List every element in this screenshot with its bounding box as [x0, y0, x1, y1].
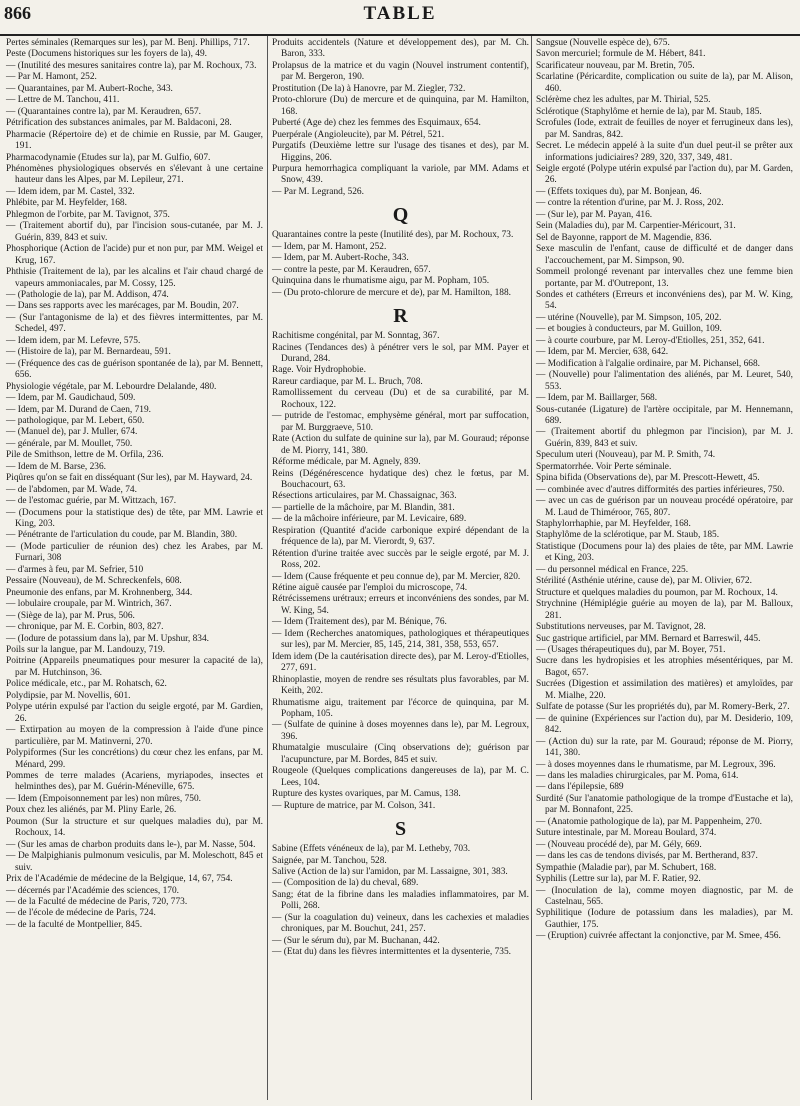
index-entry: Rate (Action du sulfate de quinine sur la), par M. Gouraud; réponse de M. Piorry, 141, 380. — [272, 434, 529, 456]
index-entry: Rupture des kystes ovariques, par M. Camus, 138. — [272, 789, 461, 800]
r-entries — [272, 331, 529, 812]
index-entry: Polydipsie, par M. Novellis, 601. — [6, 690, 131, 701]
index-entry: Sucre dans les hydropisies et les atrophies mésentériques, par M. Bagot, 657. — [536, 656, 793, 678]
index-entry: — dans les cas de tendons divisés, par M. Bertherand, 837. — [536, 851, 758, 862]
index-entry: Phthisie (Traitement de la), par les alcalins et l'air chaud chargé de vapeurs ammoniacales, par M. Cossy, 125. — [6, 267, 263, 289]
index-entry: Sclérotique (Staphylôme et hernie de la), par M. Staub, 185. — [536, 106, 762, 117]
index-entry: Pharmacodynamie (Etudes sur la), par M. Gulfio, 607. — [6, 152, 211, 163]
column-divider — [267, 36, 268, 1100]
index-entry: Ramollissement du cerveau (Du) et de sa curabilité, par M. Rochoux, 122. — [272, 388, 529, 410]
index-entry: Réforme médicale, par M. Agnely, 839. — [272, 457, 421, 468]
index-entry: — partielle de la mâchoire, par M. Blandin, 381. — [272, 502, 455, 513]
index-entry: — de l'estomac guérie, par M. Wittzach, 167. — [6, 496, 177, 507]
index-entry: Staphylôme de la sclérotique, par M. Staub, 185. — [536, 530, 720, 541]
index-entry: — (Effets toxiques du), par M. Bonjean, 46. — [536, 186, 702, 197]
index-entry: Peste (Documens historiques sur les foyers de la), 49. — [6, 49, 207, 60]
index-entry: — (Inutilité des mesures sanitaires contre la), par M. Rochoux, 73. — [6, 60, 257, 71]
index-entry: — (Histoire de la), par M. Bernardeau, 591. — [6, 347, 171, 358]
index-entry: — Par M. Legrand, 526. — [272, 186, 364, 197]
index-entry: Speculum uteri (Nouveau), par M. P. Smith, 74. — [536, 450, 716, 461]
index-entry: Rhinoplastie, moyen de rendre ses résultats plus favorables, par M. Keith, 202. — [272, 674, 529, 697]
index-entry: Stérilité (Asthénie utérine, cause de), par M. Olivier, 672. — [536, 576, 752, 587]
index-entry: Quarantaines contre la peste (Inutilité des), par M. Rochoux, 73. — [272, 230, 514, 241]
index-entry: — Idem, par M. Mercier, 638, 642. — [536, 347, 669, 358]
index-entry: Prix de l'Académie de médecine de la Belgique, 14, 67, 754. — [6, 874, 233, 885]
index-entry: Substitutions nerveuses, par M. Tavignot, 28. — [536, 622, 706, 633]
index-entry: — Idem, par M. Aubert-Roche, 343. — [272, 253, 409, 264]
index-entry: Spermatorrhée. Voir Perte séminale. — [536, 461, 672, 472]
s-entries — [272, 844, 529, 959]
index-entry: — contre la peste, par M. Keraudren, 657. — [272, 264, 431, 275]
index-entry: — (Fréquence des cas de guérison spontanée de la), par M. Bennett, 656. — [6, 358, 263, 381]
index-entry: Salive (Action de la) sur l'amidon, par M. Lassaigne, 301, 383. — [272, 867, 508, 877]
index-entry: Phlegmon de l'orbite, par M. Tavignot, 375. — [6, 209, 170, 220]
page-header — [0, 0, 800, 36]
index-entry: — Rupture de matrice, par M. Colson, 341. — [272, 800, 436, 811]
index-entry: Police médicale, etc., par M. Rohatsch, 62. — [6, 679, 167, 690]
index-entry: — de la mâchoire inférieure, par M. Levicaire, 689. — [272, 514, 467, 525]
index-entry: Scarificateur nouveau, par M. Bretin, 705. — [536, 60, 695, 71]
index-entry: — (Du proto-chlorure de mercure et de), par M. Hamilton, 188. — [272, 287, 511, 298]
index-entry: — (Sulfate de quinine à doses moyennes dans le), par M. Legroux, 396. — [272, 720, 529, 742]
index-entry: — Idem, par M. Gaudichaud, 509. — [6, 393, 136, 404]
index-entry: Rareur cardiaque, par M. L. Bruch, 708. — [272, 376, 423, 387]
index-entry: — (Etat du) dans les fièvres intermittentes et la dysenterie, 735. — [272, 947, 511, 958]
index-entry: Poux chez les aliénés, par M. Pliny Earle, 26. — [6, 805, 177, 816]
index-entry: — à doses moyennes dans le rhumatisme, par M. Legroux, 396. — [536, 759, 776, 770]
index-entry: Piqûres qu'on se fait en disséquant (Sur les), par M. Hayward, 24. — [6, 473, 253, 484]
index-column-3 — [536, 38, 793, 943]
index-entry: — dans les maladies chirurgicales, par M. Poma, 614. — [536, 771, 739, 781]
index-entry: — Idem (Empoisonnement par les) non mûres, 750. — [6, 793, 202, 804]
index-column-1 — [6, 38, 263, 931]
index-entry: Seigle ergoté (Polype utérin expulsé par l'action du), par M. Garden, 26. — [536, 163, 793, 186]
index-entry: — Quarantaines, par M. Aubert-Roche, 343. — [6, 83, 173, 94]
index-entry: — (Nouvelle) pour l'alimentation des aliénés, par M. Leuret, 540, 553. — [536, 370, 793, 392]
index-entry: — Modification à l'algalie ordinaire, par M. Pichansel, 668. — [536, 358, 761, 369]
index-entry: — à courte courbure, par M. Leroy-d'Etiolles, 251, 352, 641. — [536, 335, 765, 346]
index-entry: — Par M. Hamont, 252. — [6, 72, 97, 83]
index-entry: — (Composition de la) du cheval, 689. — [272, 878, 419, 889]
index-entry: Sous-cutanée (Ligature) de l'artère occipitale, par M. Hennemann, 689. — [536, 404, 793, 426]
index-entry: Phlébite, par M. Heyfelder, 168. — [6, 198, 127, 209]
index-entry: Sommeil prolongé revenant par intervalles chez une femme bien portante, par M. d'Outrepont, 13. — [536, 267, 793, 289]
index-entry: Prostitution (De la) à Hanovre, par M. Ziegler, 732. — [272, 83, 466, 94]
index-entry: — générale, par M. Moullet, 750. — [6, 438, 133, 449]
index-entry: — (Sur le), par M. Payan, 416. — [536, 209, 653, 220]
index-entry: — putride de l'estomac, emphysème général, mort par suffocation, par M. Burggraeve, 510. — [272, 411, 529, 433]
index-entry: Scarlatine (Péricardite, complication ou suite de la), par M. Alison, 460. — [536, 72, 793, 94]
page-title: TABLE — [363, 3, 437, 24]
index-entry: Sel de Bayonne, rapport de M. Magendie, 836. — [536, 232, 712, 243]
index-entry: Résections articulaires, par M. Chassaignac, 363. — [272, 491, 457, 502]
index-entry: — Idem idem, par M. Castel, 332. — [6, 186, 135, 197]
index-entry: Statistique (Documens pour la) des plaies de tête, par MM. Lawrie et King, 203. — [536, 541, 793, 564]
index-entry: Phosphorique (Action de l'acide) pur et non pur, par MM. Weigel et Krug, 167. — [6, 244, 263, 266]
index-entry: Rhumatalgie musculaire (Cinq observations de); guérison par l'acupuncture, par M. Bordes, 845 et suiv. — [272, 743, 529, 765]
q-entries — [272, 230, 529, 299]
index-entry: — d'armes à feu, par M. Sefrier, 510 — [6, 564, 144, 575]
index-entry: — combinée avec d'autres difformités des parties inférieures, 750. — [536, 484, 785, 495]
column-divider — [531, 36, 532, 1100]
section-heading-s: S — [394, 818, 407, 841]
index-entry: Rétrécissemens urétraux; erreurs et inconvéniens des sondes, par M. W. King, 54. — [272, 594, 529, 616]
index-entry: Suture intestinale, par M. Moreau Boulard, 374. — [536, 828, 717, 839]
index-entry: Racines (Tendances des) à pénétrer vers le sol, par MM. Payer et Durand, 284. — [272, 342, 529, 364]
index-entry: — de la faculté de Montpellier, 845. — [6, 919, 143, 930]
index-entry: — Idem idem, par M. Lefevre, 575. — [6, 335, 141, 346]
index-entry: — Extirpation au moyen de la compression à l'aide d'une pince particulière, par M. Matinverni, 270. — [6, 725, 263, 747]
index-entry: Sulfate de potasse (Sur les propriétés du), par M. Romery-Berk, 27. — [536, 702, 790, 713]
index-column-2 — [272, 38, 529, 959]
index-entry: — Idem de M. Barse, 236. — [6, 461, 106, 472]
index-entry: Rougeole (Quelques complications dangereuses de la), par M. C. Lees, 104. — [272, 766, 529, 788]
index-entry: — utérine (Nouvelle), par M. Simpson, 105, 202. — [536, 312, 722, 323]
index-entry: — (Eruption) cuivrée affectant la conjonctive, par M. Smee, 456. — [536, 931, 781, 942]
index-entry: — (Siège de la), par M. Prus, 506. — [6, 610, 135, 621]
index-entry: Purgatifs (Deuxième lettre sur l'usage des tisanes et des), par M. Higgins, 206. — [272, 141, 529, 163]
index-entry: — Idem, par M. Hamont, 252. — [272, 241, 387, 252]
index-entry: Puberté (Age de) chez les femmes des Esquimaux, 654. — [272, 118, 481, 129]
index-entry: — de quinine (Expériences sur l'action du), par M. Desiderio, 109, 842. — [536, 713, 793, 736]
index-entry: Rhumatisme aigu, traitement par l'écorce de quinquina, par M. Popham, 105. — [272, 697, 529, 720]
index-entry: — avec un cas de guérison par un nouveau procédé opératoire, par M. Laud de Thiméroor, 765, 807. — [536, 496, 793, 518]
section-heading-r: R — [393, 305, 408, 328]
index-entry: — (Pathologie de la), par M. Addison, 474. — [6, 289, 169, 300]
index-entry: Polype utérin expulsé par l'action du seigle ergoté, par M. Gardien, 26. — [6, 702, 263, 724]
index-entry: — (Traitement abortif du), par l'incision sous-cutanée, par M. J. Guérin, 839, 843 et suiv. — [6, 221, 263, 243]
index-entry: — décernés par l'Académie des sciences, 170. — [6, 885, 179, 896]
index-entry: Sexe masculin de l'enfant, cause de difficulté et de danger dans l'accouchement, par M. Simpson, 90. — [536, 244, 793, 266]
page-number: 866 — [4, 3, 31, 23]
section-heading-q: Q — [392, 204, 409, 227]
index-entry: Prolapsus de la matrice et du vagin (Nouvel instrument contentif), par M. Bergeron, 190. — [272, 60, 529, 83]
index-entry: — (Nouveau procédé de), par M. Gély, 669. — [536, 839, 702, 850]
index-entry: — (Sur le sérum du), par M. Buchanan, 442. — [272, 935, 440, 946]
index-entry: Pétrification des substances animales, par M. Baldaconi, 28. — [6, 118, 232, 129]
index-entry: Pommes de terre malades (Acariens, myriapodes, insectes et helminthes des), par M. Guérin-Méneville, 675. — [6, 771, 263, 793]
index-entry: Pertes séminales (Remarques sur les), par M. Benj. Phillips, 717. — [6, 38, 250, 48]
index-entry: — (Sur la coagulation du) veineux, dans les cachexies et maladies chroniques, par M. Bouchut, 241, 257. — [272, 912, 529, 935]
index-entry: Poils sur la langue, par M. Landouzy, 719. — [6, 645, 165, 656]
index-entry: Rachitisme congénital, par M. Sonntag, 367. — [272, 331, 440, 342]
index-entry: — de l'école de médecine de Paris, 724. — [6, 908, 156, 919]
index-entry: — Idem, par M. Durand de Caen, 719. — [6, 404, 152, 415]
index-entry: — Lettre de M. Tanchou, 411. — [6, 95, 120, 106]
index-entry: — (Mode particulier de réunion des) chez les Arabes, par M. Furnari, 308 — [6, 541, 263, 564]
index-entry: — (Sur les amas de charbon produits dans le-), par M. Nasse, 504. — [6, 839, 256, 850]
index-entry: Savon mercuriel; formule de M. Hébert, 841. — [536, 49, 706, 60]
index-entry: — Idem (Cause fréquente et peu connue de), par M. Mercier, 820. — [272, 571, 521, 582]
index-entry: — (Sur l'antagonisme de la) et des fièvres intermittentes, par M. Schedel, 497. — [6, 312, 263, 335]
index-entry: — Idem (Traitement des), par M. Bénique, 76. — [272, 617, 447, 628]
index-entry: Reins (Dégénérescence hydatique des) chez le fœtus, par M. Bouchacourt, 63. — [272, 468, 529, 490]
index-entry: Scrofules (Iode, extrait de feuilles de noyer et ferrugineux dans les), par M. Sandras, 842. — [536, 118, 793, 140]
index-entry: — (Manuel de), par J. Muller, 674. — [6, 427, 138, 438]
index-entry: Respiration (Quantité d'acide carbonique expiré dépendant de la fréquence de la), par M. Vierordt, 9, 637. — [272, 525, 529, 548]
index-entry: Structure et quelques maladies du poumon, par M. Rochoux, 14. — [536, 587, 778, 598]
index-entry: — (Action du) sur la rate, par M. Gouraud; réponse de M. Piorry, 141, 380. — [536, 736, 793, 759]
index-entry: — (Inoculation de la), comme moyen diagnostic, par M. de Castelnau, 565. — [536, 885, 793, 907]
index-entry: Sangsue (Nouvelle espèce de), 675. — [536, 38, 670, 48]
index-entry: Sang; état de la fibrine dans les maladies inflammatoires, par M. Polli, 268. — [272, 889, 529, 912]
index-entry: — Idem (Recherches anatomiques, pathologiques et thérapeutiques sur les), par M. Mercier, 85, 145, 214, 381, 358, 553, 657. — [272, 628, 529, 651]
index-entry: Sclérème chez les adultes, par M. Thirial, 525. — [536, 95, 711, 106]
index-entry: Pessaire (Nouveau), de M. Schreckenfels, 608. — [6, 576, 182, 587]
index-entry: — (Usages thérapeutiques du), par M. Boyer, 751. — [536, 645, 726, 656]
index-entry: Rage. Voir Hydrophobie. — [272, 365, 366, 376]
index-entry: Sucrées (Digestion et assimilation des matières) et amyloïdes, par M. Mialhe, 220. — [536, 679, 793, 701]
index-entry: Phénomènes physiologiques observés en s'élevant à une certaine hauteur dans les Alpes, par M. Lepileur, 271. — [6, 163, 263, 186]
index-entry: Strychnine (Hémiplégie guérie au moyen de la), par M. Balloux, 281. — [536, 599, 793, 621]
index-entry: Pneumonie des enfans, par M. Krohnenberg, 344. — [6, 587, 193, 598]
index-entry: Idem idem (De la cautérisation directe des), par M. Leroy-d'Etiolles, 277, 691. — [272, 651, 529, 674]
index-entry: — lobulaire croupale, par M. Wintrich, 367. — [6, 599, 172, 610]
index-entry: Sondes et cathéters (Erreurs et inconvéniens des), par M. W. King, 54. — [536, 289, 793, 312]
index-entry: — (Quarantaines contre la), par M. Keraudren, 657. — [6, 106, 201, 117]
index-entry: — et bougies à conducteurs, par M. Guillon, 109. — [536, 324, 722, 335]
index-entry: Rétention d'urine traitée avec succès par le seigle ergoté, par M. J. Ross, 202. — [272, 548, 529, 571]
index-entry: Rétine aiguë causée par l'emploi du microscope, 74. — [272, 583, 468, 594]
index-entry: — (Documens pour la statistique des) de tête, par MM. Lawrie et King, 203. — [6, 507, 263, 530]
index-entry: Quinquina dans le rhumatisme aigu, par M. Popham, 105. — [272, 276, 490, 287]
index-entry: — de l'abdomen, par M. Wade, 74. — [6, 484, 137, 495]
index-entry: Polypiformes (Sur les concrétions) du cœur chez les enfans, par M. Ménard, 299. — [6, 748, 263, 770]
index-entry: Sympathie (Maladie par), par M. Schubert, 168. — [536, 862, 717, 873]
index-entry: Sabine (Effets vénéneux de la), par M. Letheby, 703. — [272, 844, 471, 855]
index-entry: Surdité (Sur l'anatomie pathologique de la trompe d'Eustache et la), par M. Bonnafont, 225. — [536, 793, 793, 816]
index-entry: — pathologique, par M. Lebert, 650. — [6, 415, 145, 426]
index-entry: Produits accidentels (Nature et développement des), par M. Ch. Baron, 333. — [272, 38, 529, 60]
index-entry: Secret. Le médecin appelé à la suite d'un duel peut-il se prêter aux informations judiciaires? 289, 320, 337, 349, 481. — [536, 141, 793, 163]
index-entry: Sein (Maladies du), par M. Carpentier-Méricourt, 31. — [536, 221, 736, 232]
index-entry: Suc gastrique artificiel, par MM. Bernard et Barreswil, 445. — [536, 633, 761, 644]
index-entry: — Idem, par M. Baillarger, 568. — [536, 393, 658, 404]
index-entry: Syphilitique (Iodure de potassium dans les maladies), par M. Gauthier, 175. — [536, 908, 793, 930]
index-entry: Proto-chlorure (Du) de mercure et de quinquina, par M. Hamilton, 168. — [272, 95, 529, 117]
index-entry: — (Anatomie pathologique de la), par M. Pappenheim, 270. — [536, 816, 762, 827]
index-entry: Pile de Smithson, lettre de M. Orfila, 236. — [6, 450, 164, 461]
index-entry: — dans l'épilepsie, 689 — [536, 782, 624, 793]
index-entry: — (Iodure de potassium dans la), par M. Upshur, 834. — [6, 633, 209, 644]
index-entry: — Pénétrante de l'articulation du coude, par M. Blandin, 380. — [6, 530, 238, 541]
index-entry: — Dans ses rapports avec les marécages, par M. Boudin, 207. — [6, 301, 239, 312]
index-entry: — du personnel médical en France, 225. — [536, 564, 689, 575]
index-entry: — chronique, par M. E. Corbin, 803, 827. — [6, 622, 164, 633]
index-entry: Puerpérale (Angioleucite), par M. Pétrel, 521. — [272, 129, 445, 140]
index-entry: Pharmacie (Répertoire de) et de chimie en Russie, par M. Gauger, 191. — [6, 129, 263, 152]
index-entry: Physiologie végétale, par M. Lebourdre Delalande, 480. — [6, 381, 217, 392]
index-entry: Staphylorrhaphie, par M. Heyfelder, 168. — [536, 519, 691, 530]
index-entry: — contre la rétention d'urine, par M. J. Ross, 202. — [536, 198, 724, 209]
index-entry: Spina bifida (Observations de), par M. Prescott-Hewett, 45. — [536, 473, 760, 484]
index-entry: — de la Faculté de médecine de Paris, 720, 773. — [6, 896, 188, 907]
index-entry: Purpura hemorrhagica compliquant la variole, par MM. Adams et Snow, 439. — [272, 163, 529, 186]
p-tail-entries — [272, 38, 529, 198]
index-entry: Poitrine (Appareils pneumatiques pour mesurer la capacité de la), par M. Hutchinson, 36. — [6, 656, 263, 678]
index-entry: Syphilis (Lettre sur la), par M. F. Ratier, 92. — [536, 874, 701, 885]
index-entry: Poumon (Sur la structure et sur quelques maladies du), par M. Rochoux, 14. — [6, 816, 263, 839]
index-entry: — (Traitement abortif du phlegmon par l'incision), par M. J. Guérin, 839, 843 et suiv. — [536, 427, 793, 449]
index-entry: Saignée, par M. Tanchou, 528. — [272, 855, 387, 866]
index-entry: — De Malpighianis pulmonum vesiculis, par M. Moleschott, 845 et suiv. — [6, 851, 263, 873]
